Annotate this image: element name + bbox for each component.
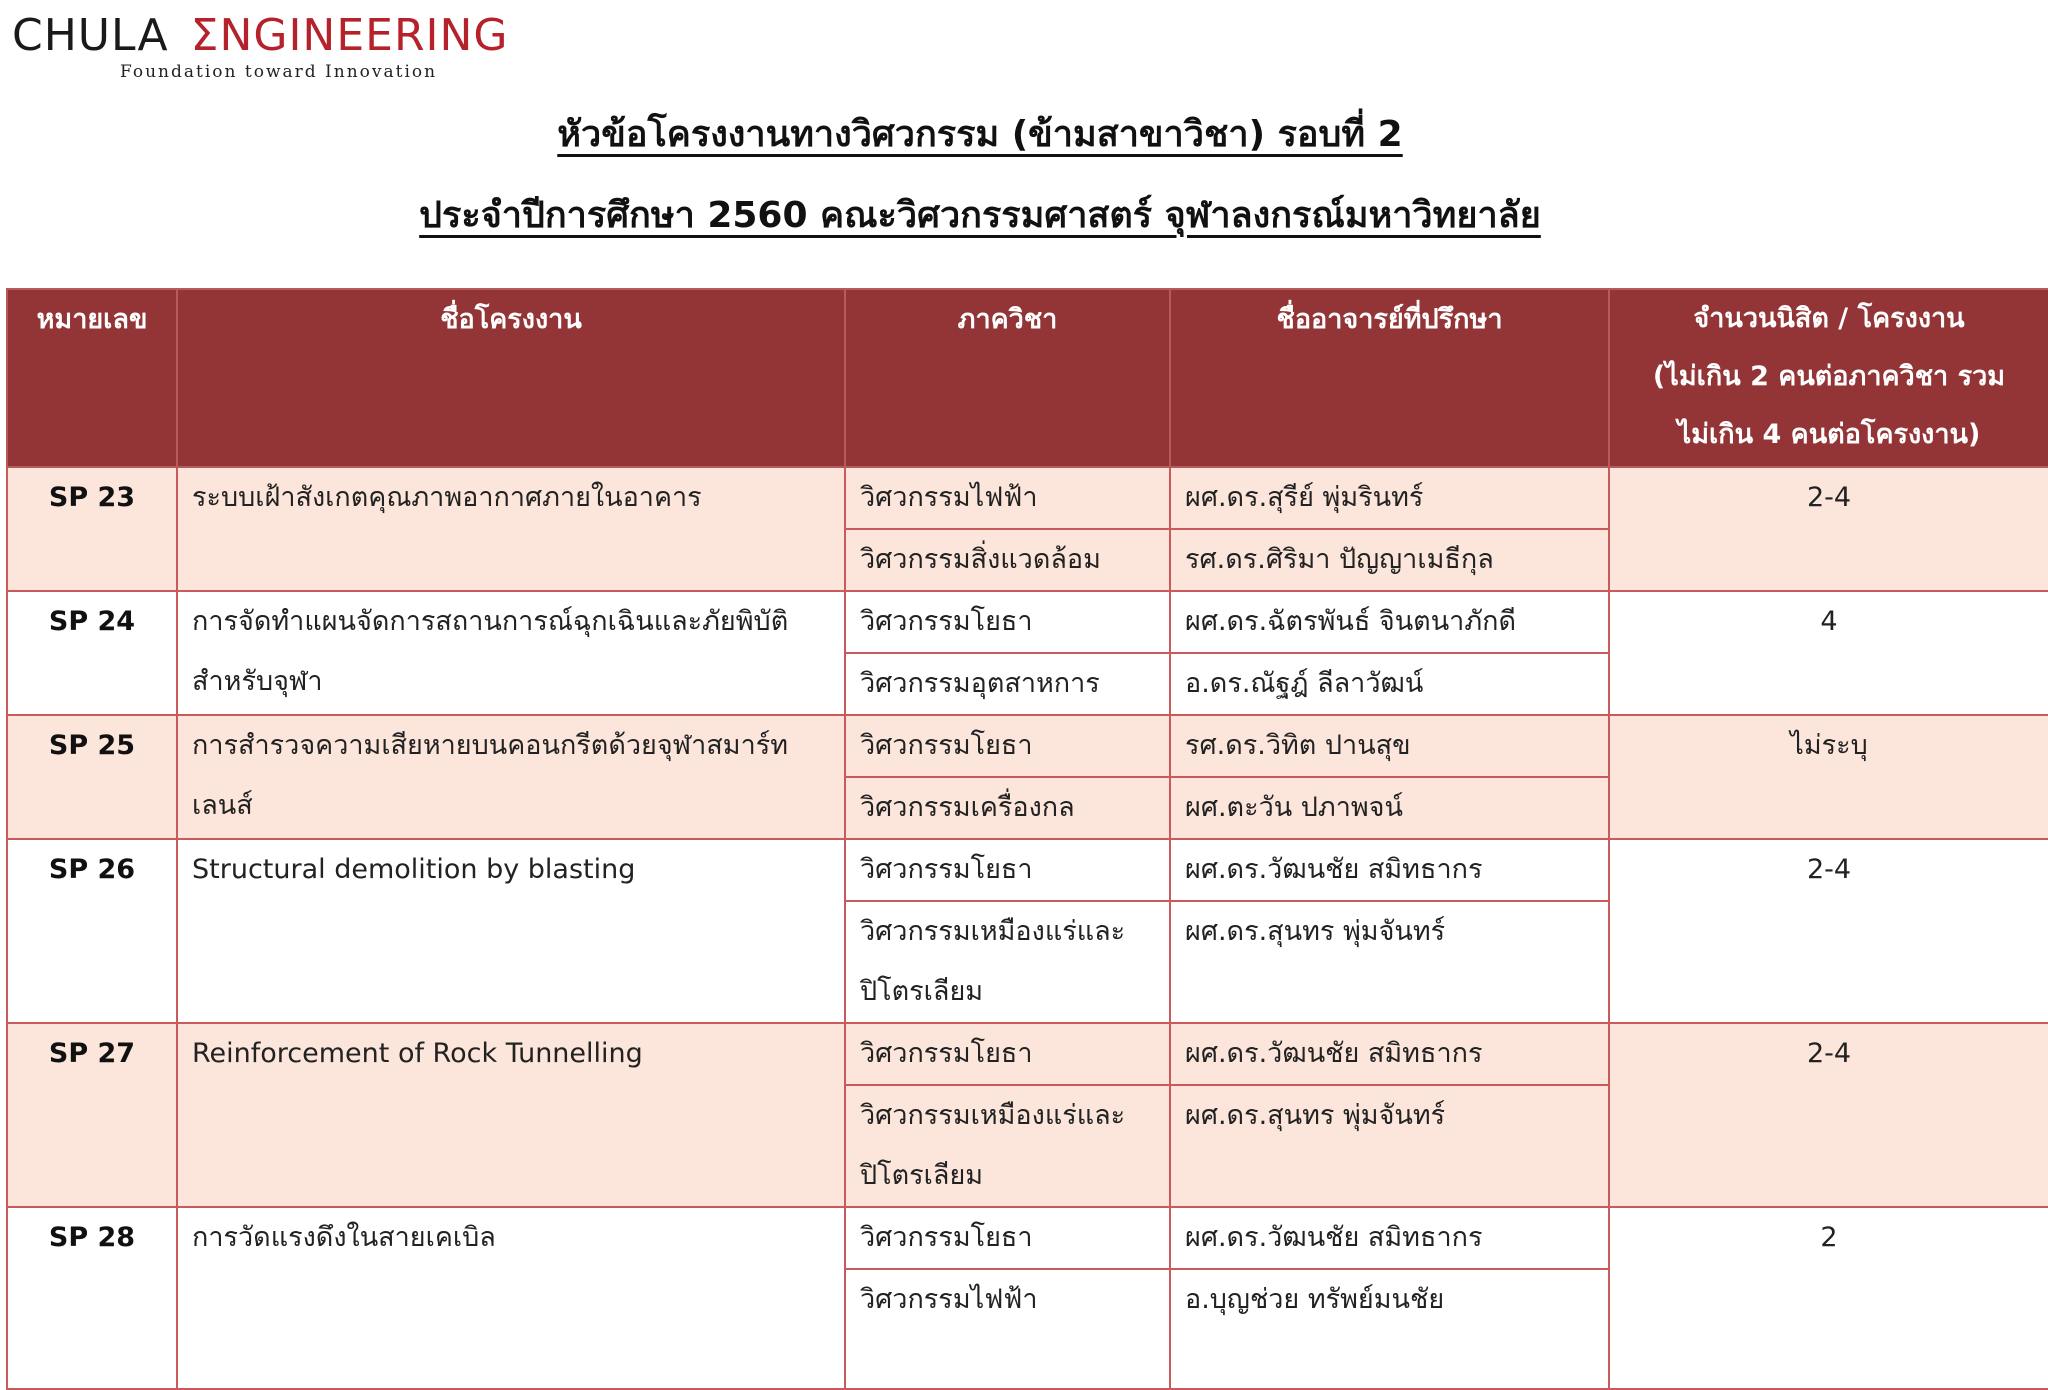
header-count-line1: จำนวนนิสิต / โครงงาน [1693,303,1965,334]
project-name: การวัดแรงดึงในสายเคเบิล [177,1207,845,1389]
header-project-name: ชื่อโครงงาน [177,289,845,467]
advisor: ผศ.ดร.วัฒนชัย สมิทธากร [1170,839,1609,901]
department: วิศวกรรมโยธา [845,839,1170,901]
advisor: ผศ.ดร.วัฒนชัย สมิทธากร [1170,1207,1609,1269]
page-subtitle: ประจำปีการศึกษา 2560 คณะวิศวกรรมศาสตร์ จุฬาลงกรณ์มหาวิทยาลัย [419,195,1541,236]
table-row [7,715,2048,777]
advisor: อ.ดร.ณัฐฎ์ ลีลาวัฒน์ [1170,653,1609,715]
department: วิศวกรรมเหมืองแร่และปิโตรเลียม [845,1085,1170,1207]
advisor: ผศ.ดร.สุรีย์ พุ่มรินทร์ [1170,467,1609,529]
advisor: ผศ.ดร.สุนทร พุ่มจันทร์ [1170,1085,1609,1207]
header-department: ภาควิชา [845,289,1170,467]
advisor: ผศ.ดร.วัฒนชัย สมิทธากร [1170,1023,1609,1085]
advisor: รศ.ดร.ศิริมา ปัญญาเมธีกุล [1170,529,1609,591]
project-number: SP 28 [7,1207,177,1389]
project-name: การสำรวจความเสียหายบนคอนกรีตด้วยจุฬาสมาร์ทเลนส์ [177,715,845,839]
advisor: อ.บุญช่วย ทรัพย์มนชัย [1170,1269,1609,1389]
student-count: 4 [1609,591,2048,715]
table-row [7,1207,2048,1269]
department: วิศวกรรมโยธา [845,715,1170,777]
chula-engineering-logo [12,8,572,88]
department: วิศวกรรมไฟฟ้า [845,1269,1170,1389]
project-number: SP 24 [7,591,177,715]
logo-engineering-text: ƩNGINEERING [190,10,509,61]
project-number: SP 23 [7,467,177,591]
advisor: ผศ.ดร.ฉัตรพันธ์ จินตนาภักดี [1170,591,1609,653]
department: วิศวกรรมสิ่งแวดล้อม [845,529,1170,591]
department: วิศวกรรมโยธา [845,591,1170,653]
page-title: หัวข้อโครงงานทางวิศวกรรม (ข้ามสาขาวิชา) รอบที่ 2 [557,114,1403,155]
table-row [7,839,2048,901]
project-number: SP 26 [7,839,177,1023]
advisor: รศ.ดร.วิทิต ปานสุข [1170,715,1609,777]
projects-table [6,288,2048,1390]
table-header-row [7,289,2048,467]
department: วิศวกรรมโยธา [845,1207,1170,1269]
advisor: ผศ.ดร.สุนทร พุ่มจันทร์ [1170,901,1609,1023]
project-name: ระบบเฝ้าสังเกตคุณภาพอากาศภายในอาคาร [177,467,845,591]
header-count-line3: ไม่เกิน 4 คนต่อโครงงาน) [1677,419,1981,450]
table-row [7,1023,2048,1085]
table-row [7,467,2048,529]
department: วิศวกรรมอุตสาหการ [845,653,1170,715]
logo-tagline: Foundation toward Innovation [120,62,438,82]
advisor: ผศ.ตะวัน ปภาพจน์ [1170,777,1609,839]
student-count: 2-4 [1609,467,2048,591]
student-count: ไม่ระบุ [1609,715,2048,839]
project-name: Structural demolition by blasting [177,839,845,1023]
table-row [7,591,2048,653]
department: วิศวกรรมโยธา [845,1023,1170,1085]
header-number: หมายเลข [7,289,177,467]
department: วิศวกรรมไฟฟ้า [845,467,1170,529]
logo-wordmark [12,8,572,64]
project-name: Reinforcement of Rock Tunnelling [177,1023,845,1207]
student-count: 2-4 [1609,839,2048,1023]
project-name: การจัดทำแผนจัดการสถานการณ์ฉุกเฉินและภัยพิบัติสำหรับจุฬา [177,591,845,715]
logo-chula-text: CHULA [12,10,169,61]
department: วิศวกรรมเหมืองแร่และปิโตรเลียม [845,901,1170,1023]
project-number: SP 25 [7,715,177,839]
department: วิศวกรรมเครื่องกล [845,777,1170,839]
student-count: 2-4 [1609,1023,2048,1207]
student-count: 2 [1609,1207,2048,1389]
header-count-line2: (ไม่เกิน 2 คนต่อภาควิชา รวม [1652,361,2006,392]
project-number: SP 27 [7,1023,177,1207]
header-student-count [1609,289,2048,467]
header-advisor: ชื่ออาจารย์ที่ปรึกษา [1170,289,1609,467]
